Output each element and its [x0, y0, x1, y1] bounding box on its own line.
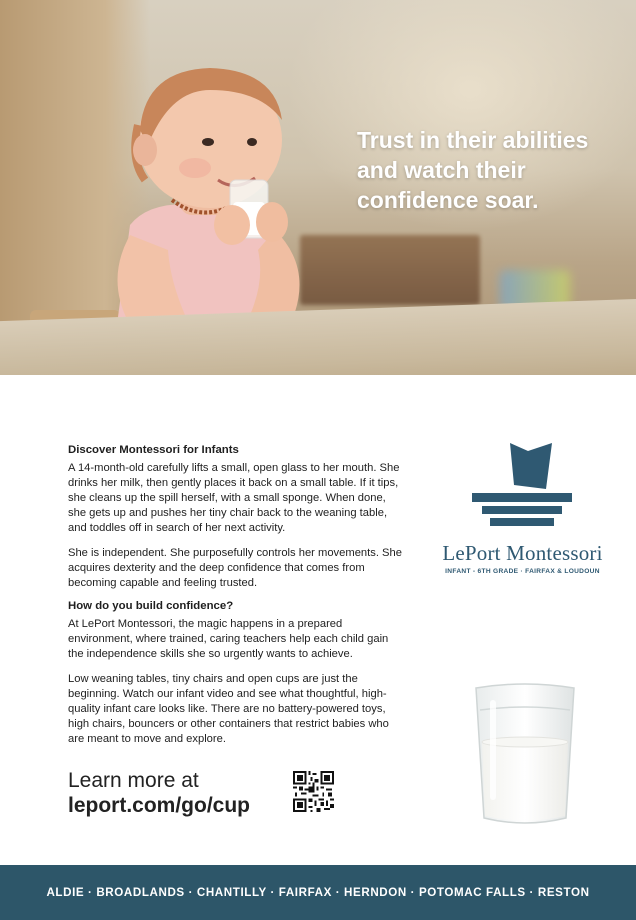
- qr-code-icon[interactable]: [293, 771, 334, 812]
- logo-tagline: INFANT - 6TH GRADE · FAIRFAX & LOUDOUN: [445, 568, 600, 575]
- hero-headline: Trust in their abilities and watch their confidence soar.: [357, 127, 589, 213]
- section-heading-discover: Discover Montessori for Infants: [68, 444, 239, 456]
- call-to-action: [68, 768, 250, 818]
- paragraph-prepared-environment: At LePort Montessori, the magic happens in a prepared environment, where trained, caring teachers help each child gain the independence skills she so urgently wants to achieve.: [68, 618, 389, 660]
- footer-locations-bar: [0, 865, 636, 920]
- cta-url-link[interactable]: leport.com/go/cup: [68, 794, 251, 817]
- section-heading-confidence: How do you build confidence?: [68, 600, 234, 612]
- milk-glass-icon: [470, 680, 580, 830]
- cta-lead-text: Learn more at: [68, 769, 199, 792]
- book-stack-logo-icon: [472, 437, 572, 533]
- baby-illustration: [90, 50, 350, 340]
- footer-locations: ALDIE · BROADLANDS · CHANTILLY · FAIRFAX · HERNDON · POTOMAC FALLS · RESTON: [46, 886, 590, 899]
- paragraph-independence: She is independent. She purposefully controls her movements. She acquires dexterity and the deep confidence that comes from becoming capable and feeling trusted.: [68, 547, 402, 589]
- body-copy: [68, 443, 403, 757]
- logo-wordmark: LePort Montessori: [442, 541, 603, 565]
- hero-photo: [0, 0, 636, 375]
- paragraph-toddler-story: A 14-month-old carefully lifts a small, open glass to her mouth. She drinks her milk, then gently places it back on a small table. If it tips, she cleans up the spill herself, with a small sponge. When done, she gets up and pushes her tiny chair back to the weaning table, and toddles off in search of her next activity.: [68, 462, 400, 534]
- paragraph-weaning-tables: Low weaning tables, tiny chairs and open cups are just the beginning. Watch our infant video and see what thoughtful, high-quality infant care looks like. There are no battery-powered toys, high chairs, bouncers or other containers that restrict babies who are meant to move and explore.: [68, 673, 389, 745]
